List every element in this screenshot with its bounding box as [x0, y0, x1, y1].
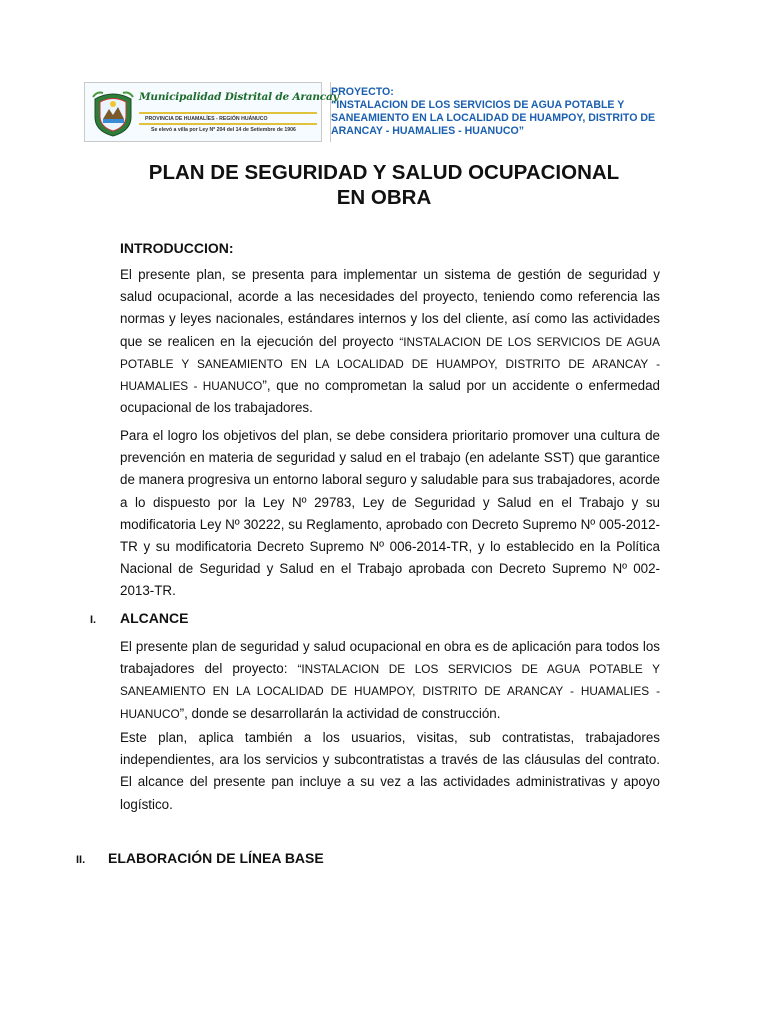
intro-heading: INTRODUCCION:: [120, 240, 234, 256]
scope-p1-project-name: “INSTALACION DE LOS SERVICIOS DE AGUA POTABLE Y SANEAMIENTO EN LA LOCALIDAD DE HUAMPOY, DISTRITO DE ARANCAY - HUAMALIES - HUANUCO: [120, 662, 660, 721]
intro-p1-text: El presente plan, se presenta para implementar un sistema de gestión de seguridad y salud ocupacional, acorde a las necesidades del proyecto, teniendo como referencia las normas y leyes nacionales, estándares internos y los del cliente, así como las actividades que se realicen en la ejecución del proyecto: [120, 267, 660, 349]
intro-paragraph-1: [120, 264, 660, 419]
logo-law-text: Se elevó a villa por Ley Nº 204 del 14 de Setiembre de 1906: [151, 127, 296, 133]
intro-paragraph-2: Para el logro los objetivos del plan, se debe considera prioritario promover una cultura de prevención en materia de seguridad y salud en el trabajo (en adelante SST) que garantice de manera progresiva un entorno laboral seguro y saludable para sus trabajadores, acorde a lo dispuesto por la Ley Nº 29783, Ley de Seguridad y Salud en el Trabajo y su modificatoria Ley Nº 30222, su Reglamento, aprobado con Decreto Supremo Nº 005-2012-TR y su modificatoria Decreto Supremo Nº 006-2014-TR, y lo establecido en la Política Nacional de Seguridad y Salud en el Trabajo aprobada con Decreto Supremo Nº 002-2013-TR.: [120, 428, 660, 599]
project-title: “INSTALACION DE LOS SERVICIOS DE AGUA POTABLE Y SANEAMIENTO EN LA LOCALIDAD DE HUAMPOY, DISTRITO DE ARANCAY - HUAMALIES - HUANUCO”: [331, 99, 656, 137]
intro-p1-text-end: ”, que no comprometan la salud por un accidente o enfermedad ocupacional de los trabajadores.: [120, 378, 660, 416]
project-label: PROYECTO:: [331, 86, 394, 98]
section-1-heading: ALCANCE: [120, 610, 189, 626]
scope-paragraph-1: [120, 636, 660, 725]
municipality-logo: [84, 82, 339, 142]
document-title: [100, 160, 668, 210]
title-line-1: PLAN DE SEGURIDAD Y SALUD OCUPACIONAL: [148, 161, 620, 184]
logo-municipality-name: Municipalidad Distrital de Arancay: [139, 91, 339, 103]
intro-p1-project-name: “INSTALACION DE LOS SERVICIOS DE AGUA POTABLE Y SANEAMIENTO EN LA LOCALIDAD DE HUAMPOY, DISTRITO DE ARANCAY - HUAMALIES - HUANUCO: [120, 334, 661, 394]
title-line-2: EN OBRA: [336, 186, 432, 209]
logo-divider: [139, 123, 317, 125]
logo-subtitle: PROVINCIA DE HUAMALÍES - REGIÓN HUÁNUCO: [145, 116, 268, 122]
logo-divider: [139, 112, 317, 114]
scope-p1-text-end: ”, donde se desarrollarán la actividad de construcción.: [179, 705, 501, 721]
section-2-number: II.: [76, 854, 86, 866]
section-2-heading: ELABORACIÓN DE LÍNEA BASE: [108, 850, 324, 866]
document-header: [84, 82, 664, 144]
municipal-coat-of-arms-icon: [91, 89, 135, 137]
scope-p1-text: El presente plan de seguridad y salud ocupacional en obra es de aplicación para todos los trabajadores del proyecto:: [120, 639, 660, 677]
scope-paragraph-2: Este plan, aplica también a los usuarios, visitas, sub contratistas, trabajadores independientes, ara los servicios y subcontratistas a través de las cláusulas del contrato. El alcance del presente pan incluye a su vez a las actividades administrativas y apoyo logístico.: [120, 730, 660, 812]
section-1-number: I.: [90, 614, 97, 626]
project-info: [330, 82, 664, 142]
